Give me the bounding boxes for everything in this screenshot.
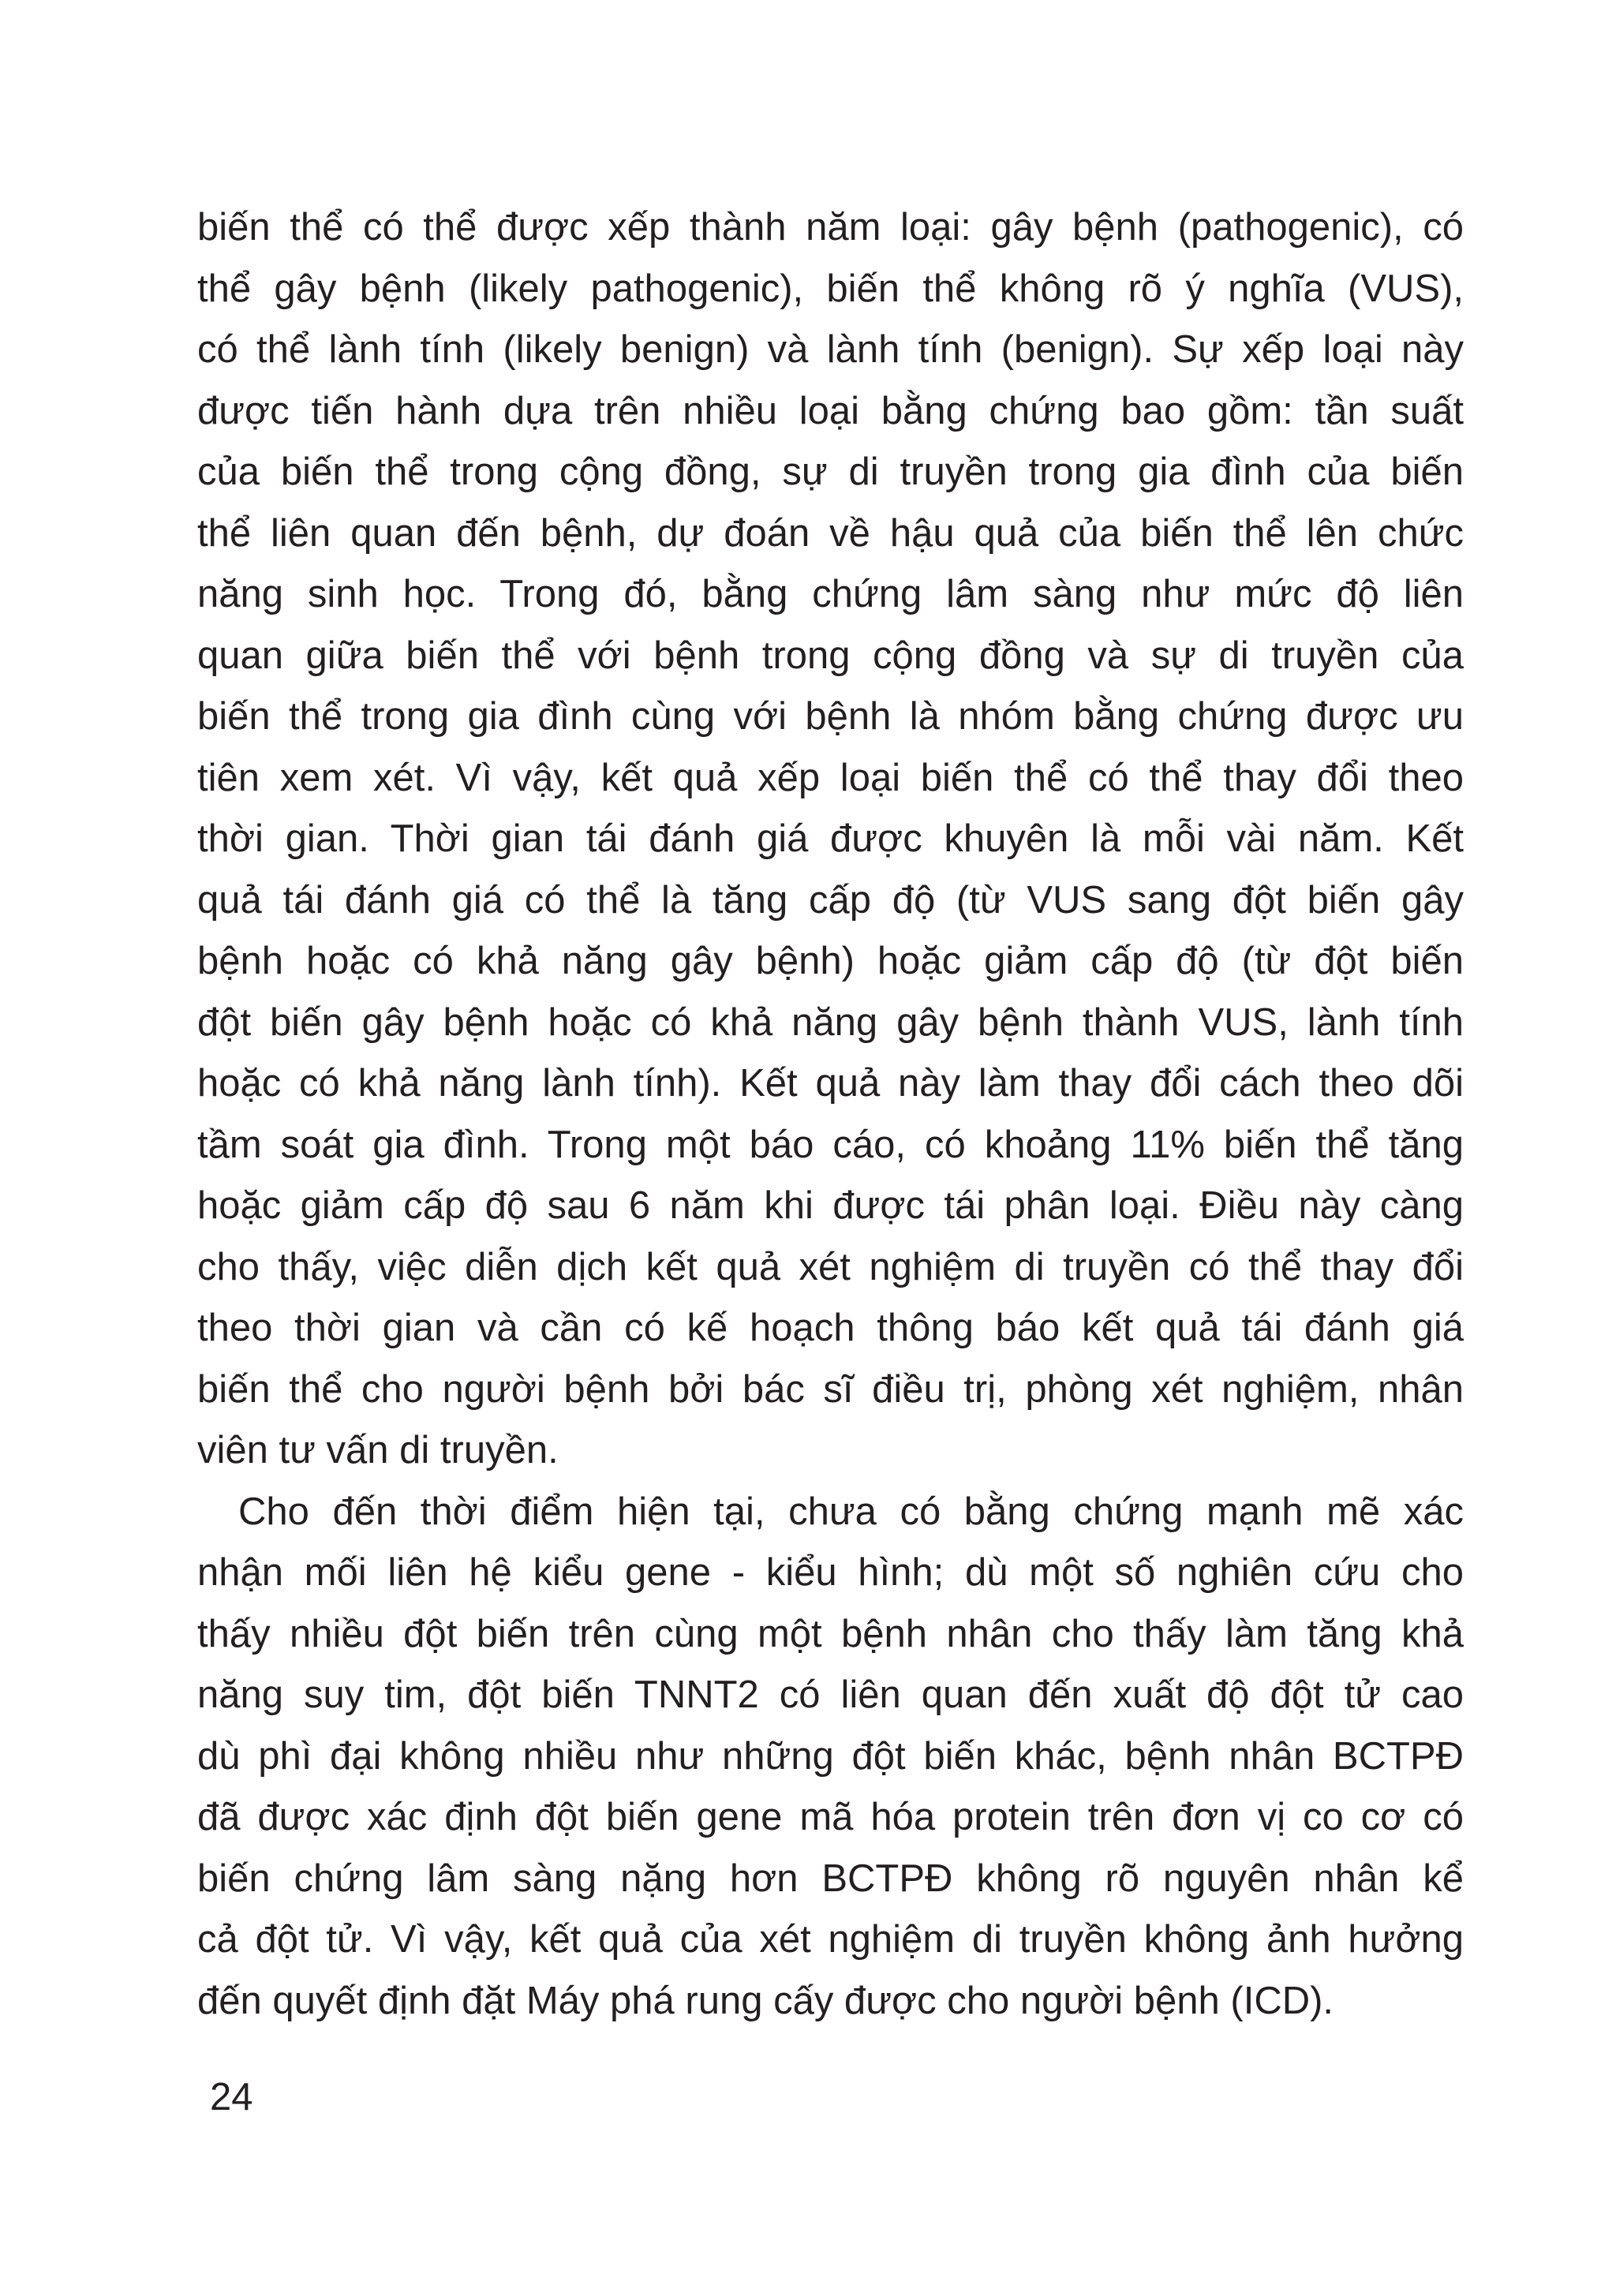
text-line: biến thể cho người bệnh bởi bác sĩ điều trị, phòng xét nghiệm, nhân bbox=[197, 1367, 1464, 1411]
text-line: tiên xem xét. Vì vậy, kết quả xếp loại biến thể có thể thay đổi theo bbox=[197, 756, 1464, 799]
text-line: bệnh hoặc có khả năng gây bệnh) hoặc giảm cấp độ (từ đột biến bbox=[197, 940, 1464, 982]
text-line: hoặc có khả năng lành tính). Kết quả này làm thay đổi cách theo dõi bbox=[197, 1062, 1464, 1105]
paragraph-1 bbox=[197, 197, 1464, 1482]
text-line: biến thể có thể được xếp thành năm loại: gây bệnh (pathogenic), có bbox=[197, 206, 1464, 249]
text-line: thể gây bệnh (likely pathogenic), biến thể không rõ ý nghĩa (VUS), bbox=[197, 267, 1464, 310]
text-line: theo thời gian và cần có kế hoạch thông báo kết quả tái đánh giá bbox=[197, 1307, 1464, 1349]
text-line: tầm soát gia đình. Trong một báo cáo, có khoảng 11% biến thể tăng bbox=[197, 1123, 1464, 1166]
text-line: quả tái đánh giá có thể là tăng cấp độ (từ VUS sang đột biến gây bbox=[197, 878, 1464, 922]
text-line: viên tư vấn di truyền. bbox=[197, 1429, 559, 1471]
text-line: năng suy tim, đột biến TNNT2 có liên quan đến xuất độ đột tử cao bbox=[197, 1673, 1464, 1716]
text-line: biến thể trong gia đình cùng với bệnh là nhóm bằng chứng được ưu bbox=[197, 695, 1464, 738]
text-line: đã được xác định đột biến gene mã hóa protein trên đơn vị co cơ có bbox=[197, 1796, 1464, 1838]
page-number: 24 bbox=[210, 2076, 253, 2118]
text-line: quan giữa biến thể với bệnh trong cộng đồng và sự di truyền của bbox=[197, 634, 1464, 677]
text-line: đến quyết định đặt Máy phá rung cấy được cho người bệnh (ICD). bbox=[197, 1979, 1334, 2022]
text-line: thấy nhiều đột biến trên cùng một bệnh nhân cho thấy làm tăng khả bbox=[197, 1612, 1464, 1655]
text-line: biến chứng lâm sàng nặng hơn BCTPĐ không rõ nguyên nhân kể bbox=[197, 1857, 1464, 1900]
text-line: thể liên quan đến bệnh, dự đoán về hậu quả của biến thể lên chức bbox=[197, 511, 1464, 555]
paragraph-2 bbox=[197, 1482, 1464, 2032]
text-line: Cho đến thời điểm hiện tại, chưa có bằng chứng mạnh mẽ xác bbox=[238, 1490, 1464, 1533]
text-line: nhận mối liên hệ kiểu gene - kiểu hình; dù một số nghiên cứu cho bbox=[197, 1551, 1464, 1594]
text-line: dù phì đại không nhiều như những đột biến khác, bệnh nhân BCTPĐ bbox=[197, 1734, 1464, 1778]
text-line: hoặc giảm cấp độ sau 6 năm khi được tái phân loại. Điều này càng bbox=[197, 1184, 1464, 1227]
text-line: của biến thể trong cộng đồng, sự di truyền trong gia đình của biến bbox=[197, 451, 1464, 493]
text-line: có thể lành tính (likely benign) và lành tính (benign). Sự xếp loại này bbox=[197, 328, 1464, 371]
text-line: cho thấy, việc diễn dịch kết quả xét nghiệm di truyền có thể thay đổi bbox=[197, 1245, 1464, 1288]
body-text bbox=[197, 197, 1464, 2032]
text-line: thời gian. Thời gian tái đánh giá được khuyên là mỗi vài năm. Kết bbox=[197, 817, 1464, 860]
text-line: đột biến gây bệnh hoặc có khả năng gây bệnh thành VUS, lành tính bbox=[197, 1000, 1464, 1044]
text-line: năng sinh học. Trong đó, bằng chứng lâm sàng như mức độ liên bbox=[197, 573, 1464, 615]
text-line: được tiến hành dựa trên nhiều loại bằng chứng bao gồm: tần suất bbox=[197, 389, 1464, 432]
text-line: cả đột tử. Vì vậy, kết quả của xét nghiệm di truyền không ảnh hưởng bbox=[197, 1918, 1464, 1961]
